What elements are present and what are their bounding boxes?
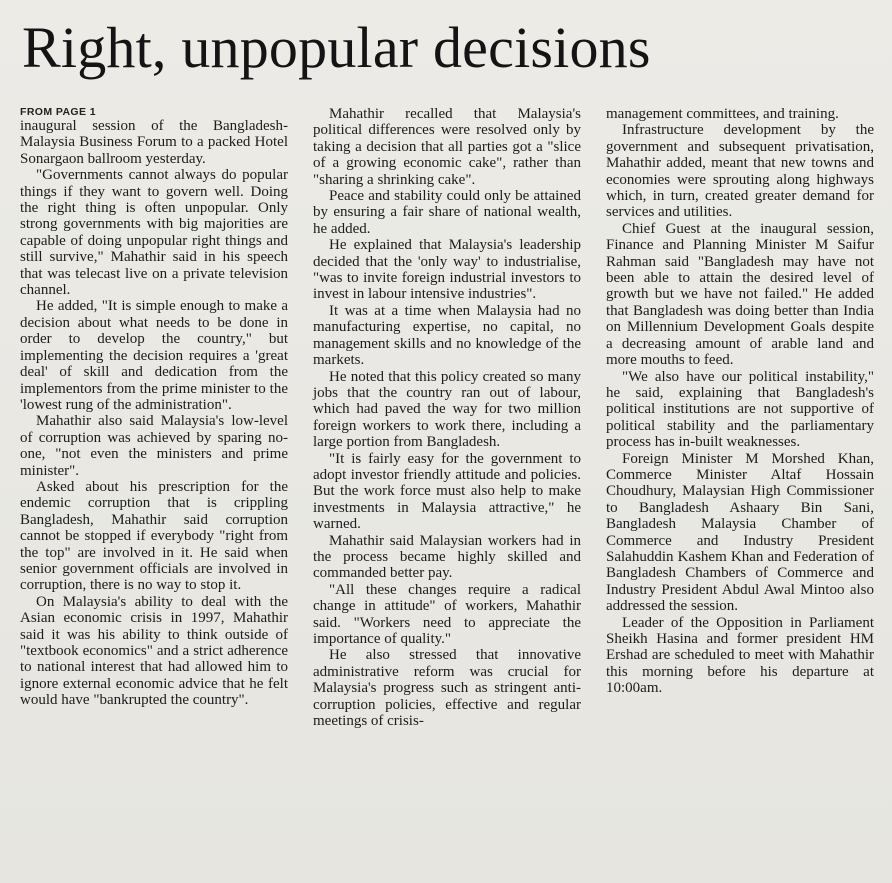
- headline: Right, unpopular decisions: [22, 15, 651, 80]
- paragraph: On Malaysia's ability to deal with the Asian economic crisis in 1997, Mahathir said it was his ability to think outside of "textbook economics" and a strict adherence to national interest that had allowed him to ignore external economic advice that he felt would have "bankrupted the country".: [20, 593, 288, 709]
- paragraph: He explained that Malaysia's leadership decided that the 'only way' to industrialise, "was to invite foreign industrial investors to invest in labour intensive industries".: [313, 237, 581, 303]
- paragraph: "We also have our political instability," he said, explaining that Bangladesh's political institutions are not supportive of political stability and the parliamentary process has in-built weaknesses.: [606, 368, 874, 451]
- paragraph: management committees, and training.: [606, 106, 839, 122]
- paragraph: Mahathir said Malaysian workers had in the process became highly skilled and commanded better pay.: [313, 532, 581, 582]
- paragraph: "All these changes require a radical change in attitude" of workers, Mahathir said. "Workers need to appreciate the importance of quality.": [313, 581, 581, 647]
- paragraph: Foreign Minister M Morshed Khan, Commerce Minister Altaf Hossain Choudhury, Malaysian High Commissioner to Bangladesh Ashaary Bin Sani, Bangladesh Malaysia Chamber of Commerce and Industry President Salahuddin Kashem Khan and Federation of Bangladesh Chambers of Commerce and Industry President Abdul Awal Mintoo also addressed the session.: [606, 450, 874, 615]
- paragraph: "Governments cannot always do popular things if they want to govern well. Doing the right thing is often unpopular. Only strong governments with big majorities are capable of doing unpopular right things and still survive," Mahathir said in his speech that was telecast live on a private television channel.: [20, 167, 288, 299]
- paragraph: Asked about his prescription for the endemic corruption that is crippling Bangladesh, Mahathir said corruption cannot be stopped if everybody "right from the top" are involved in it. He said when senior government officials are involved in corruption, there is no way to stop it.: [20, 478, 288, 594]
- article-column-2: [313, 106, 581, 729]
- paragraph: Leader of the Opposition in Parliament Sheikh Hasina and former president HM Ershad are scheduled to meet with Mahathir this morning before his departure at 10:00am.: [606, 614, 874, 697]
- paragraph: He added, "It is simple enough to make a decision about what needs to be done in order to develop the country," but implementing the decision requires a 'great deal' of skill and dedication from the implementors from the prime minister to the 'lowest rung of the administration".: [20, 298, 288, 413]
- paragraph: Chief Guest at the inaugural session, Finance and Planning Minister M Saifur Rahman said "Bangladesh may have not been able to attain the desired level of growth but we have not failed." He added that Bangladesh was doing better than India on Millennium Development Goals despite a decreasing amount of arable land and more mouths to feed.: [606, 220, 874, 369]
- paragraph: Infrastructure development by the government and subsequent privatisation, Mahathir added, meant that new towns and economies were sprouting along highways which, in turn, created greater demand for services and utilities.: [606, 122, 874, 221]
- continued-from-label: FROM PAGE 1: [20, 106, 96, 118]
- paragraph: "It is fairly easy for the government to adopt investor friendly attitude and policies. But the work force must also help to make investments in Malaysia attractive," he warned.: [313, 450, 581, 533]
- paragraph: inaugural session of the Bangladesh-Malaysia Business Forum to a packed Hotel Sonargaon ballroom yesterday.: [20, 118, 288, 167]
- paragraph: Mahathir also said Malaysia's low-level of corruption was achieved by sparing no-one, "not even the ministers and prime minister".: [20, 413, 288, 479]
- paragraph: Peace and stability could only be attained by ensuring a fair share of national wealth, he added.: [313, 188, 581, 237]
- paragraph: Mahathir recalled that Malaysia's political differences were resolved only by taking a decision that all parties got a "slice of a growing economic cake", rather than "sharing a shrinking cake".: [313, 106, 581, 188]
- article-column-1: [20, 106, 288, 709]
- paragraph: He noted that this policy created so many jobs that the country ran out of labour, which had paved the way for two million foreign workers to work there, including a large portion from Bangladesh.: [313, 368, 581, 451]
- paragraph: It was at a time when Malaysia had no manufacturing expertise, no capital, no management skills and no knowledge of the markets.: [313, 302, 581, 369]
- paragraph: He also stressed that innovative administrative reform was crucial for Malaysia's progress such as stringent anti-corruption policies, effective and regular meetings of crisis-: [313, 647, 581, 730]
- article-column-3: [606, 106, 874, 697]
